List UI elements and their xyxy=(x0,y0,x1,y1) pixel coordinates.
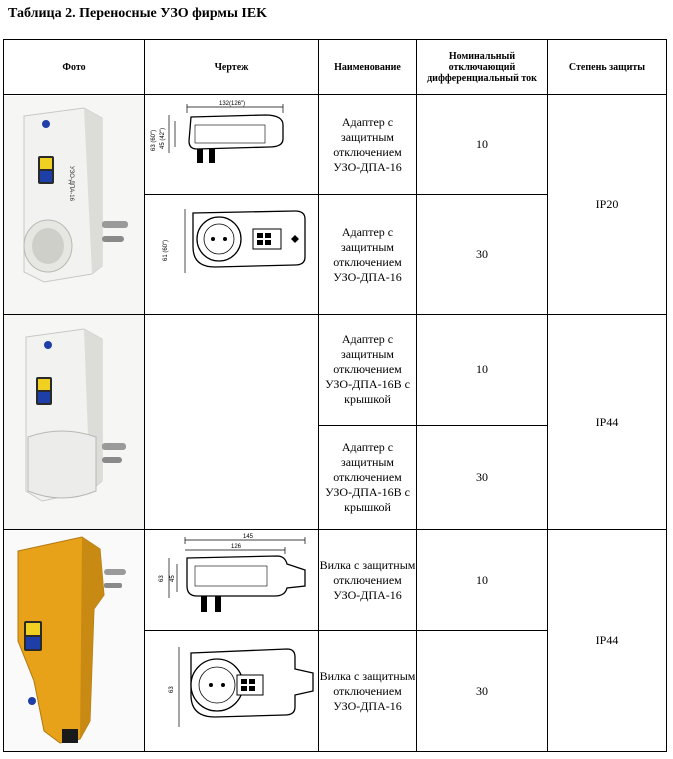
dim-d1-width: 132(126") xyxy=(219,101,246,107)
protection-ip: IP44 xyxy=(548,530,667,752)
photo-plug-yellow xyxy=(4,530,145,752)
row-current: 10 xyxy=(417,95,548,195)
row-name: Адаптер с защитным отключением УЗО-ДПА-16 xyxy=(319,95,417,195)
table-row xyxy=(4,315,667,426)
row-name: Вилка с защитным отключением УЗО-ДПА-16 xyxy=(319,631,417,752)
plug-photo-image xyxy=(4,531,145,751)
header-protection: Степень защиты xyxy=(548,40,667,95)
dim-d3-w2: 126 xyxy=(231,544,242,550)
protection-ip: IP20 xyxy=(548,95,667,315)
adapter-side-drawing xyxy=(145,95,319,194)
dim-d1-h3: 61 (60") xyxy=(163,239,169,261)
row-name: Адаптер с защитным отключением УЗО-ДПА-16В с крышкой xyxy=(319,315,417,426)
dim-d3-h3: 63 xyxy=(169,686,175,693)
protection-ip: IP44 xyxy=(548,315,667,530)
dim-d1-h2: 45 (42") xyxy=(160,127,166,149)
dim-d3-h1: 63 xyxy=(159,575,165,582)
row-current: 10 xyxy=(417,530,548,631)
drawing-plug-side xyxy=(145,530,319,631)
header-photo: Фото xyxy=(4,40,145,95)
drawing-plug-front xyxy=(145,631,319,752)
table-row xyxy=(4,530,667,631)
drawing-adapter-side xyxy=(145,95,319,195)
header-current: Номинальный отключающий дифференциальный ток xyxy=(417,40,548,95)
rcd-table xyxy=(3,39,667,752)
header-drawing: Чертеж xyxy=(145,40,319,95)
row-name: Адаптер с защитным отключением УЗО-ДПА-16В с крышкой xyxy=(319,425,417,530)
drawing-empty xyxy=(145,315,319,530)
drawing-adapter-front xyxy=(145,195,319,315)
adapter-front-drawing xyxy=(145,195,319,314)
dim-d3-h2: 45 xyxy=(170,575,176,582)
row-current: 30 xyxy=(417,195,548,315)
row-current: 10 xyxy=(417,315,548,426)
dim-d3-w1: 145 xyxy=(243,534,254,540)
dim-d1-h1: 63 (60") xyxy=(151,129,157,151)
row-current: 30 xyxy=(417,425,548,530)
table-title: Таблица 2. Переносные УЗО фирмы IEK xyxy=(8,6,268,21)
photo-adapter-cover xyxy=(4,315,145,530)
plug-side-drawing xyxy=(145,530,319,630)
header-row xyxy=(4,40,667,95)
row-current: 30 xyxy=(417,631,548,752)
plug-front-drawing xyxy=(145,631,319,751)
row-name: Вилка с защитным отключением УЗО-ДПА-16 xyxy=(319,530,417,631)
header-name: Наименование xyxy=(319,40,417,95)
adapter-photo-image xyxy=(4,96,145,314)
photo-adapter-white xyxy=(4,95,145,315)
table-row xyxy=(4,95,667,195)
adapter-cover-photo-image xyxy=(4,315,145,529)
svg-text:УЗО-ДПА-16: УЗО-ДПА-16 xyxy=(68,165,74,201)
row-name: Адаптер с защитным отключением УЗО-ДПА-16 xyxy=(319,195,417,315)
